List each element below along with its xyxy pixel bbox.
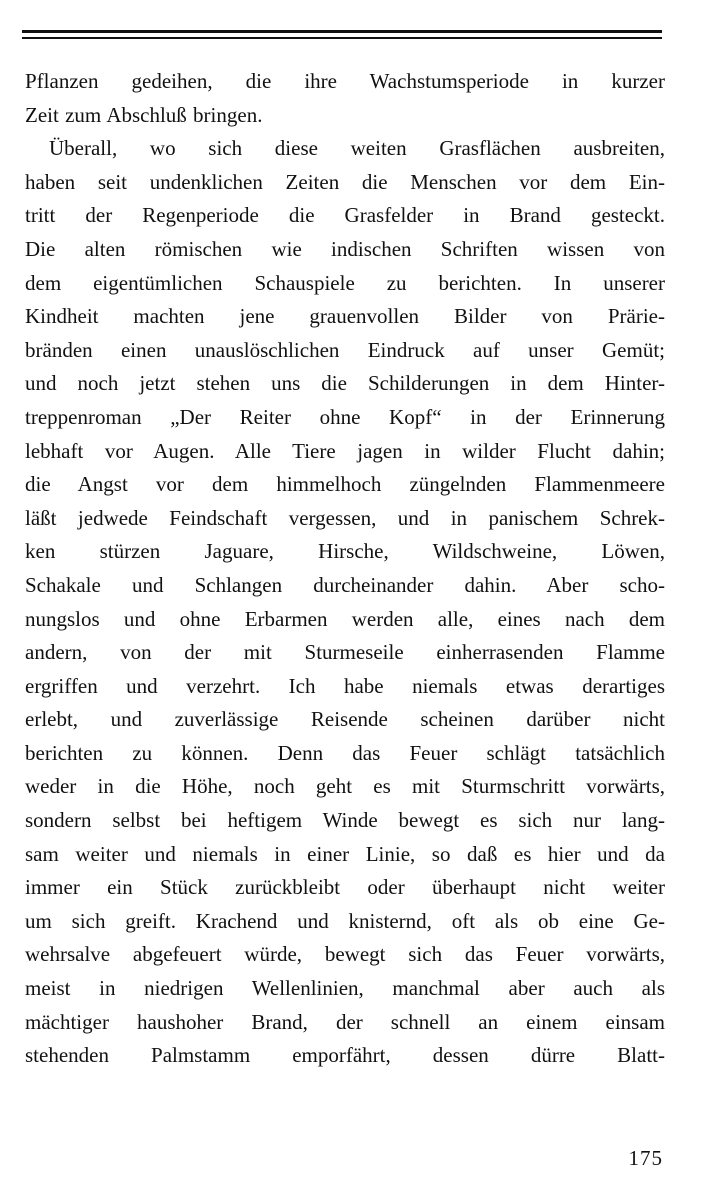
header-rule-thin bbox=[22, 37, 662, 39]
header-rule-thick bbox=[22, 30, 662, 33]
text-line: Pflanzen gedeihen, die ihre Wachstumsperiode in kurzer bbox=[25, 69, 665, 93]
text-line: tritt der Regenperiode die Grasfelder in Brand gesteckt. bbox=[25, 203, 665, 228]
text-line: berichten zu können. Denn das Feuer schlägt tatsächlich bbox=[25, 740, 665, 765]
text-line: immer ein Stück zurückbleibt oder überhaupt nicht weiter bbox=[25, 875, 665, 900]
text-line: Schakale und Schlangen durcheinander dahin. Aber scho- bbox=[25, 572, 665, 597]
text-line: läßt jedwede Feindschaft vergessen, und in panischem Schrek- bbox=[25, 505, 665, 530]
text-line: um sich greift. Krachend und knisternd, oft als ob eine Ge- bbox=[25, 908, 665, 933]
text-line: Die alten römischen wie indischen Schriften wissen von bbox=[25, 236, 665, 261]
text-line: bränden einen unauslöschlichen Eindruck auf unser Gemüt; bbox=[25, 337, 665, 362]
text-line: erlebt, und zuverlässige Reisende scheinen darüber nicht bbox=[25, 707, 665, 732]
text-line: ergriffen und verzehrt. Ich habe niemals etwas derartiges bbox=[25, 673, 665, 698]
body-text bbox=[25, 65, 665, 1073]
text-line: Zeit zum Abschluß bringen. bbox=[25, 102, 263, 127]
text-line: meist in niedrigen Wellenlinien, manchmal aber auch als bbox=[25, 976, 665, 1001]
text-line: und noch jetzt stehen uns die Schilderungen in dem Hinter- bbox=[25, 371, 665, 396]
text-line: stehenden Palmstamm emporfährt, dessen dürre Blatt- bbox=[25, 1043, 665, 1068]
text-line: dem eigentümlichen Schauspiele zu berichten. In unserer bbox=[25, 270, 665, 295]
text-line: ken stürzen Jaguare, Hirsche, Wildschweine, Löwen, bbox=[25, 539, 665, 564]
text-line: Überall, wo sich diese weiten Grasflächen ausbreiten, bbox=[49, 136, 665, 161]
text-line: weder in die Höhe, noch geht es mit Sturmschritt vorwärts, bbox=[25, 774, 665, 799]
text-line: mächtiger haushoher Brand, der schnell an einem einsam bbox=[25, 1009, 665, 1034]
text-line: haben seit undenklichen Zeiten die Menschen vor dem Ein- bbox=[25, 169, 665, 194]
text-line: lebhaft vor Augen. Alle Tiere jagen in wilder Flucht dahin; bbox=[25, 438, 665, 463]
text-line: wehrsalve abgefeuert würde, bewegt sich das Feuer vorwärts, bbox=[25, 942, 665, 967]
text-line: die Angst vor dem himmelhoch züngelnden Flammenmeere bbox=[25, 472, 665, 497]
text-line: sam weiter und niemals in einer Linie, so daß es hier und da bbox=[25, 841, 665, 866]
text-line: andern, von der mit Sturmeseile einherrasenden Flamme bbox=[25, 640, 665, 665]
text-line: nungslos und ohne Erbarmen werden alle, eines nach dem bbox=[25, 606, 665, 631]
text-line: sondern selbst bei heftigem Winde bewegt es sich nur lang- bbox=[25, 808, 665, 833]
page-number: 175 bbox=[628, 1146, 663, 1170]
text-line: treppenroman „Der Reiter ohne Kopf“ in der Erinnerung bbox=[25, 404, 665, 429]
text-line: Kindheit machten jene grauenvollen Bilder von Prärie- bbox=[25, 304, 665, 329]
